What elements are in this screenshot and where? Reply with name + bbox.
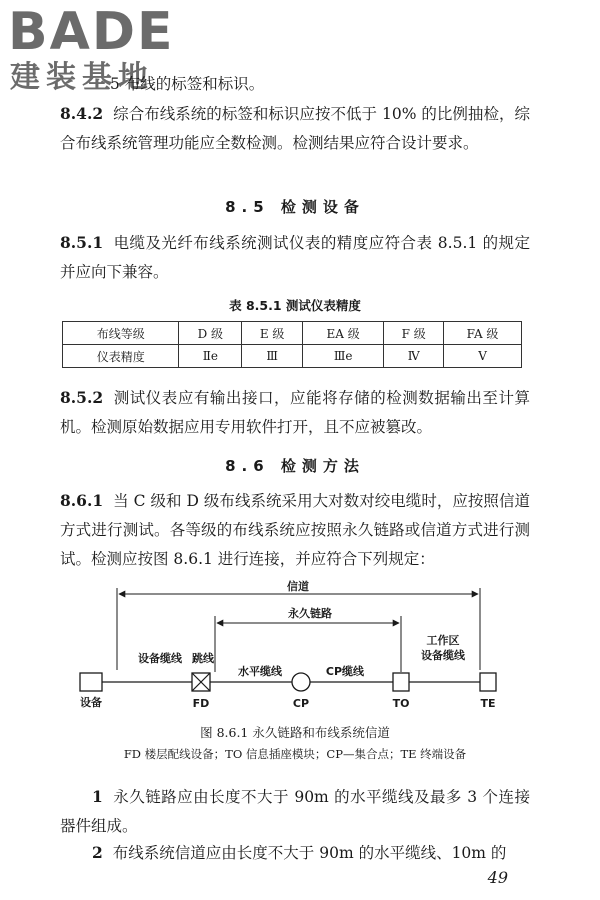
table-cell: Ⅴ — [444, 345, 522, 368]
link-channel-diagram — [60, 580, 530, 715]
table-cell: F 级 — [384, 322, 444, 345]
table-cell: FA 级 — [444, 322, 522, 345]
clause-number: 8.4.2 — [60, 104, 104, 123]
fragment-line: 5 布线的标签和标识。 — [110, 75, 265, 93]
cp-cable-label: CP缆线 — [325, 665, 365, 678]
figure-caption: 图 8.6.1 永久链路和布线系统信道 — [200, 725, 390, 740]
table-cell: Ⅳ — [384, 345, 444, 368]
item-text: 布线系统信道应由长度不大于 90m 的水平缆线、10m 的 — [112, 844, 507, 862]
horizontal-cable-label: 水平缆线 — [238, 665, 282, 678]
item-1 — [60, 782, 530, 841]
table-title: 表 8.5.1 测试仪表精度 — [229, 298, 361, 313]
clause-8-4-2 — [60, 99, 530, 158]
logo-text: BADE — [8, 2, 175, 62]
clause-number: 8.5.2 — [60, 388, 104, 407]
table-cell: E 级 — [242, 322, 303, 345]
clause-text: 电缆及光纤布线系统测试仪表的精度应符合表 8.5.1 的规定并应向下兼容。 — [60, 234, 530, 281]
section-heading-8-6: 8.6 检测方法 — [225, 457, 365, 475]
channel-label: 信道 — [287, 580, 309, 593]
table-row — [63, 322, 522, 345]
permanent-link-label: 永久链路 — [288, 607, 332, 620]
table-cell: D 级 — [179, 322, 242, 345]
logo-subtext: 建装基地 — [10, 60, 154, 95]
clause-8-5-1 — [60, 228, 530, 287]
page-number: 49 — [487, 868, 508, 887]
clause-8-6-1 — [60, 486, 530, 574]
table-cell: EA 级 — [303, 322, 384, 345]
fd-label: FD — [192, 697, 210, 710]
te-label: TE — [480, 697, 496, 710]
table-cell: 布线等级 — [63, 322, 179, 345]
to-label: TO — [392, 697, 410, 710]
patch-cord-label: 跳线 — [192, 652, 214, 665]
to-box — [393, 673, 409, 691]
section-heading-8-5: 8.5 检测设备 — [225, 198, 365, 216]
table-cell: 仪表精度 — [63, 345, 179, 368]
clause-number: 8.6.1 — [60, 491, 104, 510]
equipment-box — [80, 673, 102, 691]
clause-text: 综合布线系统的标签和标识应按不低于 10% 的比例抽检，综合布线系统管理功能应全数检测。检测结果应符合设计要求。 — [60, 105, 530, 152]
precision-table — [62, 321, 522, 368]
table-cell: Ⅲ — [242, 345, 303, 368]
clause-8-5-2 — [60, 383, 530, 442]
table-cell: Ⅲe — [303, 345, 384, 368]
equipment-cable-label: 设备缆线 — [138, 652, 182, 665]
te-box — [480, 673, 496, 691]
clause-text: 当 C 级和 D 级布线系统采用大对数对绞电缆时，应按照信道方式进行测试。各等级的布线系统应按照永久链路或信道方式进行测试。检测应按图 8.6.1 进行连接，并应符合下列规定： — [60, 492, 530, 568]
item-2 — [60, 838, 530, 868]
clause-text: 测试仪表应有输出接口，应能将存储的检测数据输出至计算机。检测原始数据应用专用软件打开，且不应被篡改。 — [60, 389, 530, 436]
equipment-label: 设备 — [80, 696, 102, 709]
item-number: 2 — [92, 843, 103, 862]
table-cell: Ⅱe — [179, 345, 242, 368]
work-area-label: 工作区 — [426, 634, 460, 647]
table-row — [63, 345, 522, 368]
work-area-cable-label: 设备缆线 — [421, 649, 465, 662]
figure-legend: FD 楼层配线设备；TO 信息插座模块；CP—集合点；TE 终端设备 — [123, 747, 467, 761]
item-text: 永久链路应由长度不大于 90m 的水平缆线及最多 3 个连接器件组成。 — [60, 788, 530, 835]
cp-circle — [292, 673, 310, 691]
clause-number: 8.5.1 — [60, 233, 104, 252]
cp-label: CP — [292, 697, 310, 710]
item-number: 1 — [92, 787, 103, 806]
